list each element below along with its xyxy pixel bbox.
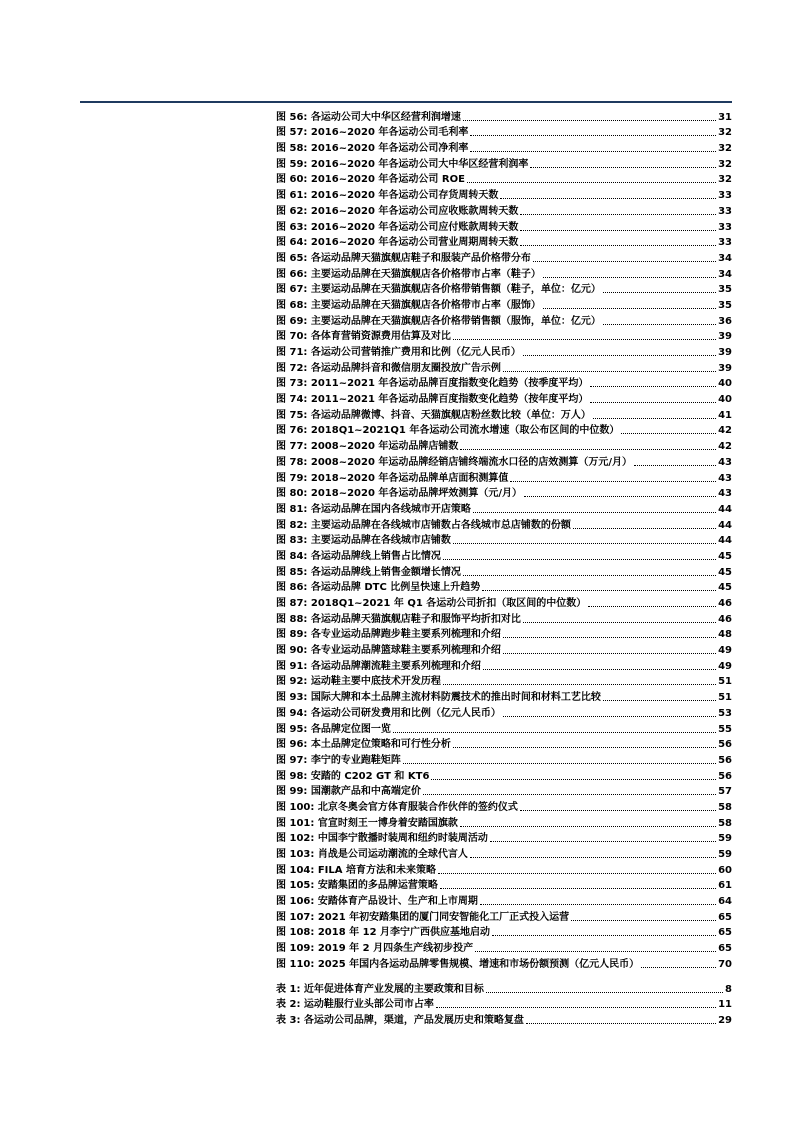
dot-leader [603,700,716,701]
dot-leader [641,967,716,968]
figure-entry-label: 图 82: 主要运动品牌在各线城市店铺数占各线城市总店铺数的份额 [276,519,571,531]
figure-entry[interactable] [276,453,732,469]
dot-leader [486,992,723,993]
figure-entry[interactable] [276,830,732,846]
table-entry[interactable] [276,980,732,996]
figure-entry-page-number: 43 [718,488,732,500]
figure-entry[interactable] [276,218,732,234]
dot-leader [470,135,716,136]
figure-entry-page-number: 32 [718,143,732,155]
figure-entry-page-number: 42 [718,441,732,453]
figure-entry-page-number: 49 [718,660,732,672]
figure-entry[interactable] [276,422,732,438]
figure-entry[interactable] [276,469,732,485]
dot-leader [621,433,716,434]
figure-entry-page-number: 44 [718,535,732,547]
figure-entry[interactable] [276,955,732,971]
figure-entry-page-number: 51 [718,692,732,704]
dot-leader [503,716,716,717]
dot-leader [393,732,716,733]
figure-entry-label: 图 68: 主要运动品牌在天猫旗舰店各价格带市占率（服饰） [276,299,541,311]
figure-entry[interactable] [276,155,732,171]
figure-entry[interactable] [276,908,732,924]
figure-entry-page-number: 40 [718,378,732,390]
figure-entry-label: 图 104: FILA 培育方法和未来策略 [276,864,436,876]
figure-entry[interactable] [276,892,732,908]
figure-entry-label: 图 77: 2008~2020 年运动品牌店铺数 [276,441,459,453]
figure-index [276,108,732,971]
figure-entry[interactable] [276,359,732,375]
dot-leader [463,120,716,121]
figure-entry[interactable] [276,563,732,579]
figure-entry[interactable] [276,265,732,281]
dot-leader [520,230,716,231]
table-entry-label: 表 3: 各运动公司品牌，渠道，产品发展历史和策略复盘 [276,1015,524,1027]
figure-entry-page-number: 39 [718,362,732,374]
figure-entry-page-number: 51 [718,676,732,688]
figure-entry-page-number: 55 [718,723,732,735]
figure-entry-page-number: 40 [718,394,732,406]
figure-entry-label: 图 102: 中国李宁散播时装周和纽约时装周活动 [276,833,488,845]
figure-entry[interactable] [276,594,732,610]
figure-entry-label: 图 63: 2016~2020 年各运动公司应付账款周转天数 [276,221,519,233]
dot-leader [523,355,716,356]
figure-entry[interactable] [276,124,732,140]
figure-entry-label: 图 59: 2016~2020 年各运动公司大中华区经营利润率 [276,158,529,170]
figure-entry-label: 图 74: 2011~2021 年各运动品牌百度指数变化趋势（按年度平均） [276,394,589,406]
figure-entry[interactable] [276,579,732,595]
dot-leader [475,951,716,952]
figure-entry[interactable] [276,688,732,704]
dot-leader [467,182,716,183]
figure-entry-label: 图 78: 2008~2020 年运动品牌经销店铺终端流水口径的店效测算（万元/月） [276,456,633,468]
figure-entry-page-number: 45 [718,582,732,594]
dot-leader [603,324,716,325]
figure-entry[interactable] [276,657,732,673]
figure-entry-label: 图 103: 肖战是公司运动潮流的全球代言人 [276,849,468,860]
dot-leader [436,1007,716,1008]
figure-entry-page-number: 61 [718,880,732,892]
figure-entry[interactable] [276,641,732,657]
figure-entry[interactable] [276,720,732,736]
figure-entry-label: 图 101: 官宣时刻王一博身着安踏国旗款 [276,817,458,829]
figure-entry-page-number: 33 [718,221,732,233]
table-entry[interactable] [276,996,732,1012]
dot-leader [543,277,716,278]
table-entry-label: 表 2: 运动鞋服行业头部公司市占率 [276,999,434,1011]
figure-entry-label: 图 64: 2016~2020 年各运动公司营业周期周转天数 [276,237,519,249]
figure-entry-label: 图 94: 各运动公司研发费用和比例（亿元人民币） [276,707,501,719]
dot-leader [483,669,716,670]
figure-entry-page-number: 65 [718,927,732,939]
dot-leader [510,481,716,482]
dot-leader [423,794,716,795]
figure-entry-label: 图 89: 各专业运动品牌跑步鞋主要系列梳理和介绍 [276,629,501,641]
figure-entry-label: 图 100: 北京冬奥会官方体育服装合作伙伴的签约仪式 [276,801,518,813]
figure-entry-label: 图 75: 各运动品牌微博、抖音、天猫旗舰店粉丝数比较（单位：万人） [276,409,591,421]
dot-leader [503,653,716,654]
figure-entry-page-number: 44 [718,519,732,531]
figure-entry-label: 图 56: 各运动公司大中华区经营利润增速 [276,111,461,123]
dot-leader [453,543,716,544]
figure-entry-label: 图 66: 主要运动品牌在天猫旗舰店各价格带市占率（鞋子） [276,268,541,280]
figure-entry-label: 图 97: 李宁的专业跑鞋矩阵 [276,754,401,766]
figure-entry[interactable] [276,877,732,893]
figure-entry-label: 图 99: 国潮款产品和中高端定价 [276,786,421,798]
figure-entry[interactable] [276,626,732,642]
dot-leader [571,920,716,921]
figure-entry-page-number: 60 [718,864,732,876]
figure-entry-page-number: 56 [718,739,732,751]
dot-leader [593,418,716,419]
figure-entry[interactable] [276,610,732,626]
figure-entry-page-number: 46 [718,613,732,625]
figure-entry-page-number: 65 [718,943,732,955]
figure-entry-page-number: 53 [718,707,732,719]
figure-entry-label: 图 71: 各运动公司营销推广费用和比例（亿元人民币） [276,347,521,358]
figure-entry-label: 图 87: 2018Q1~2021 年 Q1 各运动公司折扣（取区间的中位数） [276,598,587,609]
figure-entry[interactable] [276,673,732,689]
figure-entry-page-number: 35 [718,299,732,311]
figure-entry[interactable] [276,547,732,563]
dot-leader [523,622,716,623]
dot-leader [490,841,716,842]
figure-entry-page-number: 57 [718,786,732,798]
figure-entry-page-number: 58 [718,801,732,813]
figure-entry-label: 图 57: 2016~2020 年各运动公司毛利率 [276,127,469,139]
figure-entry-label: 图 72: 各运动品牌抖音和微信朋友圈投放广告示例 [276,362,501,374]
figure-entry-page-number: 65 [718,911,732,923]
figure-entry[interactable] [276,406,732,422]
dot-leader [443,684,716,685]
figure-entry[interactable] [276,234,732,250]
figure-entry-label: 图 92: 运动鞋主要中底技术开发历程 [276,676,441,688]
figure-entry-page-number: 32 [718,127,732,139]
figure-entry[interactable] [276,437,732,453]
table-entry-label: 表 1: 近年促进体育产业发展的主要政策和目标 [276,983,484,995]
figure-entry[interactable] [276,296,732,312]
figure-entry-page-number: 39 [718,331,732,343]
dot-leader [443,559,716,560]
dot-leader [573,528,716,529]
figure-entry[interactable] [276,485,732,501]
figure-entry[interactable] [276,845,732,861]
figure-entry[interactable] [276,186,732,202]
figure-entry[interactable] [276,798,732,814]
figure-entry[interactable] [276,767,732,783]
figure-entry[interactable] [276,861,732,877]
figure-entry[interactable] [276,202,732,218]
figure-entry[interactable] [276,516,732,532]
figure-entry[interactable] [276,736,732,752]
figure-entry-label: 图 85: 各运动品牌线上销售金额增长情况 [276,566,461,578]
figure-entry-label: 图 61: 2016~2020 年各运动公司存货周转天数 [276,190,499,202]
figure-entry-label: 图 83: 主要运动品牌在各线城市店铺数 [276,535,451,547]
dot-leader [503,637,716,638]
figure-entry[interactable] [276,704,732,720]
figure-entry-page-number: 44 [718,503,732,515]
figure-entry-label: 图 91: 各运动品牌潮流鞋主要系列梳理和介绍 [276,660,481,672]
figure-entry-label: 图 107: 2021 年初安踏集团的厦门同安智能化工厂正式投入运营 [276,911,570,923]
figure-entry-label: 图 110: 2025 年国内各运动品牌零售规模、增速和市场份额预测（亿元人民币） [276,958,640,970]
dot-leader [520,810,716,811]
figure-entry[interactable] [276,939,732,955]
table-entry-page-number: 29 [718,1015,732,1027]
table-entry-page-number: 11 [718,999,732,1011]
figure-entry-page-number: 39 [718,347,732,358]
dot-leader [431,779,716,780]
figure-entry[interactable] [276,139,732,155]
dot-leader [403,763,716,764]
figure-entry-page-number: 46 [718,598,732,609]
dot-leader [603,292,716,293]
figure-entry-label: 图 70: 各体育营销资源费用估算及对比 [276,331,451,343]
dot-leader [482,590,716,591]
figure-entry-page-number: 45 [718,550,732,562]
table-index [276,980,732,1027]
figure-entry-page-number: 56 [718,754,732,766]
figure-entry-page-number: 34 [718,252,732,264]
dot-leader [524,496,716,497]
figure-entry-page-number: 36 [718,315,732,327]
dot-leader [520,214,716,215]
figure-entry-label: 图 86: 各运动品牌 DTC 比例呈快速上升趋势 [276,582,481,594]
figure-entry[interactable] [276,814,732,830]
figure-entry-page-number: 43 [718,472,732,484]
figure-entry-page-number: 31 [718,111,732,123]
figure-entry-label: 图 62: 2016~2020 年各运动公司应收账款周转天数 [276,205,519,217]
figure-entry-label: 图 106: 安踏体育产品设计、生产和上市周期 [276,896,478,908]
figure-entry[interactable] [276,281,732,297]
dot-leader [634,465,716,466]
dot-leader [503,371,716,372]
figure-entry[interactable] [276,924,732,940]
figure-entry-page-number: 70 [718,958,732,970]
figure-entry-label: 图 81: 各运动品牌在国内各线城市开店策略 [276,503,471,515]
dot-leader [463,575,716,576]
figure-entry-page-number: 32 [718,158,732,170]
dot-leader [543,308,716,309]
dot-leader [530,167,716,168]
figure-entry[interactable] [276,751,732,767]
figure-entry[interactable] [276,312,732,328]
figure-entry-page-number: 35 [718,284,732,296]
figure-entry-page-number: 49 [718,645,732,657]
figure-entry-label: 图 84: 各运动品牌线上销售占比情况 [276,550,441,562]
figure-entry-label: 图 67: 主要运动品牌在天猫旗舰店各价格带销售额（鞋子，单位：亿元） [276,284,601,296]
dot-leader [526,1023,716,1024]
figure-entry-label: 图 65: 各运动品牌天猫旗舰店鞋子和服装产品价格带分布 [276,252,531,264]
dot-leader [460,826,716,827]
dot-leader [500,198,716,199]
figure-entry-label: 图 60: 2016~2020 年各运动公司 ROE [276,174,465,186]
figure-entry-page-number: 64 [718,896,732,908]
figure-entry-page-number: 32 [718,174,732,186]
figure-entry-label: 图 69: 主要运动品牌在天猫旗舰店各价格带销售额（服饰，单位：亿元） [276,315,601,327]
figure-entry[interactable] [276,532,732,548]
dot-leader [440,888,716,889]
figure-entry-label: 图 98: 安踏的 C202 GT 和 KT6 [276,770,430,782]
figure-entry-page-number: 45 [718,566,732,578]
dot-leader [590,402,716,403]
figure-entry[interactable] [276,783,732,799]
figure-entry-page-number: 56 [718,770,732,782]
dot-leader [438,873,716,874]
figure-entry[interactable] [276,328,732,344]
dot-leader [453,339,716,340]
figure-entry-page-number: 33 [718,190,732,202]
figure-entry-label: 图 73: 2011~2021 年各运动品牌百度指数变化趋势（按季度平均） [276,378,589,390]
figure-entry-page-number: 43 [718,456,732,468]
dot-leader [473,512,716,513]
figure-entry[interactable] [276,343,732,359]
figure-entry[interactable] [276,390,732,406]
figure-entry-label: 图 95: 各品牌定位图一览 [276,723,391,735]
figure-entry-page-number: 59 [718,833,732,845]
figure-entry-page-number: 59 [718,849,732,860]
figure-entry-label: 图 108: 2018 年 12 月李宁广西供应基地启动 [276,927,491,939]
figure-entry-label: 图 93: 国际大牌和本土品牌主流材料防震技术的推出时间和材料工艺比较 [276,692,601,704]
figure-entry-page-number: 34 [718,268,732,280]
dot-leader [470,857,716,858]
dot-leader [590,386,716,387]
figure-entry-label: 图 90: 各专业运动品牌篮球鞋主要系列梳理和介绍 [276,645,501,657]
table-entry[interactable] [276,1011,732,1027]
dot-leader [520,245,716,246]
figure-entry-page-number: 41 [718,409,732,421]
figure-entry-label: 图 88: 各运动品牌天猫旗舰店鞋子和服饰平均折扣对比 [276,613,521,625]
dot-leader [588,606,716,607]
header-rule [80,101,732,103]
figure-entry-page-number: 33 [718,237,732,249]
figure-entry-label: 图 58: 2016~2020 年各运动公司净利率 [276,143,469,155]
dot-leader [470,151,716,152]
figure-entry-label: 图 80: 2018~2020 年各运动品牌坪效测算（元/月） [276,488,523,500]
figure-entry[interactable] [276,500,732,516]
figure-entry-label: 图 109: 2019 年 2 月四条生产线初步投产 [276,943,474,955]
figure-entry[interactable] [276,249,732,265]
dot-leader [480,904,716,905]
figure-entry-label: 图 76: 2018Q1~2021Q1 年各运动公司流水增速（取公布区间的中位数） [276,425,620,437]
figure-entry[interactable] [276,108,732,124]
dot-leader [492,935,716,936]
dot-leader [460,449,716,450]
dot-leader [533,261,716,262]
figure-entry-page-number: 48 [718,629,732,641]
figure-entry[interactable] [276,375,732,391]
figure-entry-label: 图 96: 本土品牌定位策略和可行性分析 [276,739,451,751]
figure-entry-label: 图 105: 安踏集团的多品牌运营策略 [276,880,438,892]
figure-entry-page-number: 42 [718,425,732,437]
figure-entry[interactable] [276,171,732,187]
dot-leader [453,747,716,748]
figure-entry-page-number: 33 [718,205,732,217]
table-entry-page-number: 8 [725,983,732,995]
figure-entry-label: 图 79: 2018~2020 年各运动品牌单店面积测算值 [276,472,509,484]
figure-entry-page-number: 58 [718,817,732,829]
